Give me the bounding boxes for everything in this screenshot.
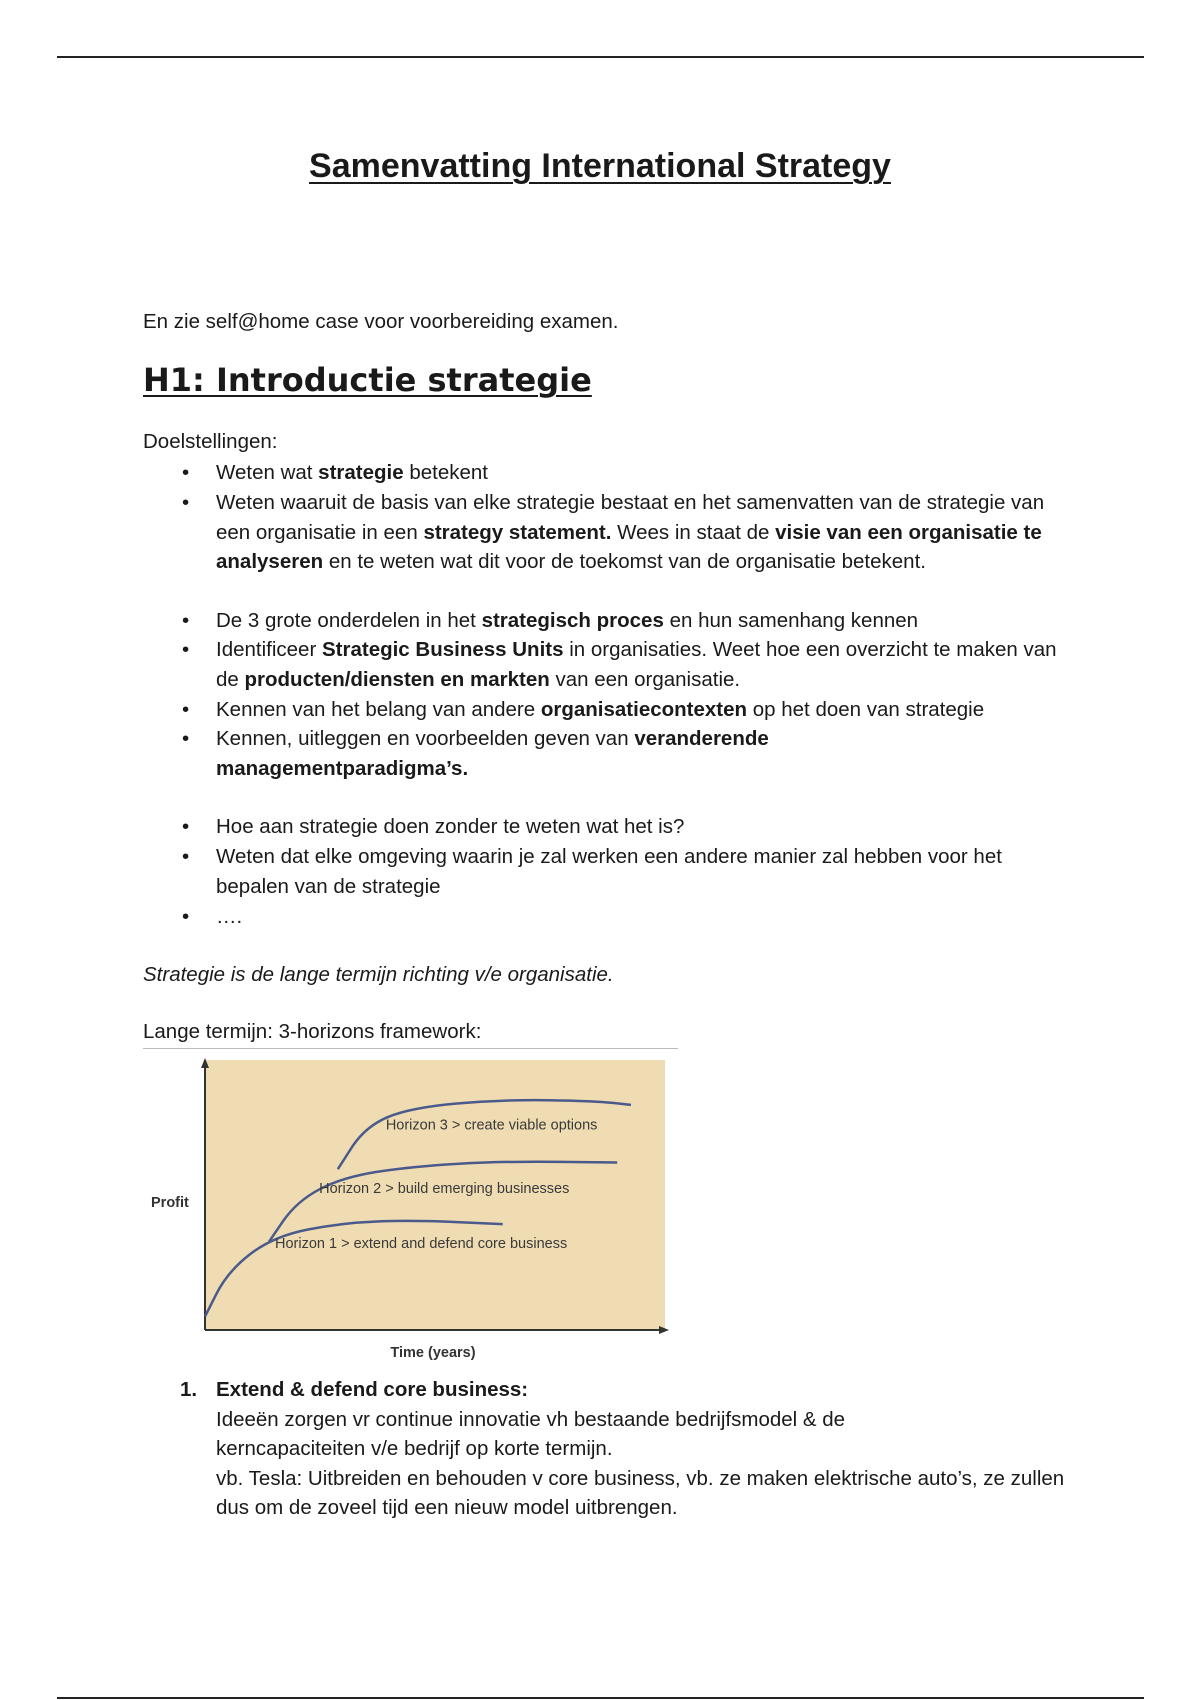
horizon-1-item bbox=[180, 1375, 1096, 1523]
horizon-1-title: Extend & defend core business: bbox=[216, 1378, 529, 1401]
list-number: 1. bbox=[180, 1378, 198, 1401]
objective-item: • De 3 grote onderdelen in het strategisch proces en hun samenhang kennen bbox=[216, 606, 1076, 636]
document-title: Samenvatting International Strategy bbox=[309, 147, 891, 185]
objective-item: • Kennen van het belang van andere organisatiecontexten op het doen van strategie bbox=[216, 695, 1076, 725]
strategy-definition: Strategie is de lange termijn richting v/e organisatie. bbox=[143, 963, 614, 986]
objective-item: • Weten dat elke omgeving waarin je zal werken een andere manier zal hebben voor het bepalen van de strategie bbox=[216, 842, 1076, 901]
framework-underline bbox=[143, 1048, 678, 1049]
objective-item: • Weten wat strategie betekent bbox=[216, 458, 1076, 488]
objective-item: • …. bbox=[216, 902, 1076, 932]
horizon-3-label: Horizon 3 > create viable options bbox=[385, 1117, 598, 1134]
objective-item: • Weten waaruit de basis van elke strategie bestaat en het samenvatten van de strategie van een organisatie in een strategy statement. Wees in staat de visie van een organisatie te analyseren en te weten wat dit voor de toekomst van de organisatie betekent. bbox=[216, 488, 1076, 577]
y-axis-label: Profit bbox=[151, 1195, 189, 1211]
footer-rule bbox=[57, 1697, 1144, 1699]
intro-text: En zie self@home case voor voorbereiding examen. bbox=[143, 310, 619, 333]
objectives-label: Doelstellingen: bbox=[143, 430, 278, 453]
horizon-1-label: Horizon 1 > extend and defend core business bbox=[275, 1236, 568, 1253]
chapter-heading: H1: Introductie strategie bbox=[143, 361, 592, 399]
horizon-1-example: vb. Tesla: Uitbreiden en behouden v core business, vb. ze maken elektrische auto’s, ze zullen dus om de zoveel tijd een nieuw model uitbrengen. bbox=[216, 1466, 1065, 1519]
header-rule bbox=[57, 56, 1144, 58]
objective-item: • Identificeer Strategic Business Units in organisaties. Weet hoe een overzicht te maken van de producten/diensten en markten van een organisatie. bbox=[216, 635, 1076, 694]
framework-label: Lange termijn: 3-horizons framework: bbox=[143, 1020, 482, 1043]
horizon-2-label: Horizon 2 > build emerging businesses bbox=[319, 1181, 570, 1198]
objective-item: • Hoe aan strategie doen zonder te weten wat het is? bbox=[216, 812, 1076, 842]
horizon-1-description: Ideeën zorgen vr continue innovatie vh bestaande bedrijfsmodel & de kerncapaciteiten v/e bedrijf op korte termijn. bbox=[216, 1407, 846, 1460]
objective-item: • Kennen, uitleggen en voorbeelden geven van veranderende managementparadigma’s. bbox=[216, 724, 856, 783]
three-horizons-chart bbox=[143, 1052, 678, 1382]
x-axis-label: Time (years) bbox=[390, 1345, 476, 1361]
